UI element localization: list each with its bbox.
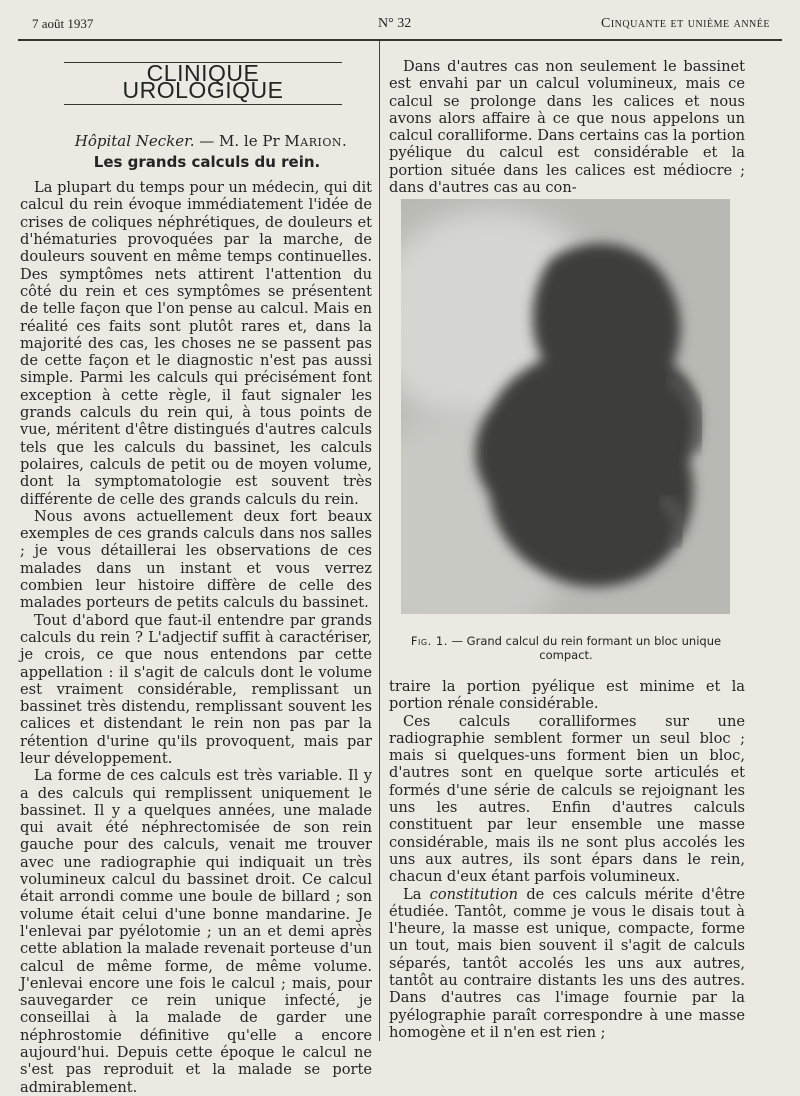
paragraph bbox=[389, 886, 745, 1042]
title-wrap bbox=[64, 58, 342, 113]
paragraph: Nous avons actuellement deux fort beaux exemples de ces grands calculs dans nos salles ; je vous détaillerai les observations de ces malades dans un instant et vous verrez combien leur histoire diffère de celle des malades porteurs de petits calculs du bassinet. bbox=[20, 507, 372, 612]
figure-caption bbox=[405, 634, 727, 662]
article-subtitle: Les grands calculs du rein. bbox=[93, 152, 321, 171]
hospital-name: Hôpital Necker. bbox=[74, 131, 195, 150]
header-rule bbox=[18, 39, 782, 41]
paragraph: Dans d'autres cas non seulement le bassinet est envahi par un calcul volumineux, mais ce calcul se prolonge dans les calices et nous avons alors affaire à ce que nous appelons un calcul coralliforme. Dans certains cas la portion pyélique du calcul est considérable et la portion située dans les calices est médiocre ; dans d'autres cas au con- bbox=[389, 58, 745, 197]
right-column-bottom bbox=[389, 678, 745, 1041]
issue-date: 7 août 1937 bbox=[32, 16, 94, 31]
author-name: Marion. bbox=[284, 131, 348, 150]
issue-number: N° 32 bbox=[378, 16, 412, 31]
paragraph: Ces calculs coralliformes sur une radiographie semblent former un seul bloc ; mais si quelques-uns forment bien un bloc, d'autres sont en quelque sorte articulés et formés d'une série de calculs se rejoignant les uns les autres. Enfin d'autres calculs constituent par leur ensemble une masse considérable, mais ils ne sont plus accolés les uns aux autres, ils sont épars dans le rein, chacun d'eux étant parfois volumineux. bbox=[389, 712, 745, 886]
edition-year: Cinquante et unième année bbox=[601, 16, 770, 31]
byline bbox=[50, 133, 372, 150]
radiograph-figure bbox=[401, 199, 730, 614]
kidney-stone-radiograph bbox=[401, 199, 730, 614]
left-column bbox=[20, 58, 372, 1096]
paragraph: La forme de ces calculs est très variable. Il y a des calculs qui remplissent uniquement le bassinet. Il y a quelques années, une malade qui avait été néphrectomisée de son rein gauche pour des calculs, venait me trouver avec une radiographie qui indiquait un très volumineux calcul du bassinet droit. Ce calcul était arrondi comme une boule de billard ; son volume était celui d'une bonne mandarine. Je l'enlevai par pyélotomie ; un an et demi après cette ablation la malade revenait porteuse d'un calcul de même forme, de même volume. J'enlevai encore une fois le calcul ; mais, pour sauvegarder ce rein unique infecté, je conseillai à la malade de garder une néphrostomie définitive qu'elle a encore aujourd'hui. Depuis cette époque le calcul ne s'est pas reproduit et la malade se porte admirablement. bbox=[20, 767, 372, 1096]
paragraph: La plupart du temps pour un médecin, qui dit calcul du rein évoque immédiatement l'idée de crises de coliques néphrétiques, de douleurs et d'hématuries provoquées par la marche, de douleurs souvent en même temps continuelles. Des symptômes nets attirent l'attention du côté du rein et ces symptômes se présentent de telle façon que l'on pense au calcul. Mais en réalité ces faits sont plutôt rares et, dans la majorité des cas, les choses ne se passent pas de cette façon et le diagnostic n'est pas aussi simple. Parmi les calculs qui précisément font exception à cette règle, il faut signaler les grands calculs du rein qui, à tous points de vue, méritent d'être distingués d'autres calculs tels que les calculs du bassinet, les calculs polaires, calculs de petit ou de moyen volume, dont la symptomatologie est souvent très différente de celle des grands calculs du rein. bbox=[20, 179, 372, 508]
page-header bbox=[22, 14, 778, 36]
author-prefix: — M. le Pr bbox=[199, 131, 280, 150]
section-title: CLINIQUE UROLOGIQUE bbox=[64, 62, 342, 105]
figure-caption-text: — Grand calcul du rein formant un bloc unique compact. bbox=[451, 634, 722, 662]
paragraph: Tout d'abord que faut-il entendre par grands calculs du rein ? L'adjectif suffit à caractériser, je crois, ce que nous entendons par cette appellation : il s'agit de calculs dont le volume est vraiment considérable, remplissant un bassinet très distendu, remplissant souvent les calices et distendant le rein non pas par la rétention d'urine qu'ils provoquent, mais par leur développement. bbox=[20, 611, 372, 767]
emphasis-constitution: constitution bbox=[429, 885, 519, 903]
figure-label: Fig. 1. bbox=[410, 634, 448, 648]
right-column-top bbox=[389, 58, 745, 196]
column-separator bbox=[379, 41, 380, 1041]
paragraph-continuation: traire la portion pyélique est minime et la portion rénale considérable. bbox=[389, 678, 745, 713]
para-start: La bbox=[403, 885, 422, 903]
para-rest: de ces calculs mérite d'être étudiée. Tantôt, comme je vous le disais tout à l'heure, la masse est unique, compacte, forme un tout, mais bien souvent il s'agit de calculs séparés, tantôt accolés les uns aux autres, tantôt au contraire distants les uns des autres. Dans d'autres cas l'image fournie par la pyélographie paraît correspondre à une masse homogène et il n'en est rien ; bbox=[389, 885, 745, 1041]
